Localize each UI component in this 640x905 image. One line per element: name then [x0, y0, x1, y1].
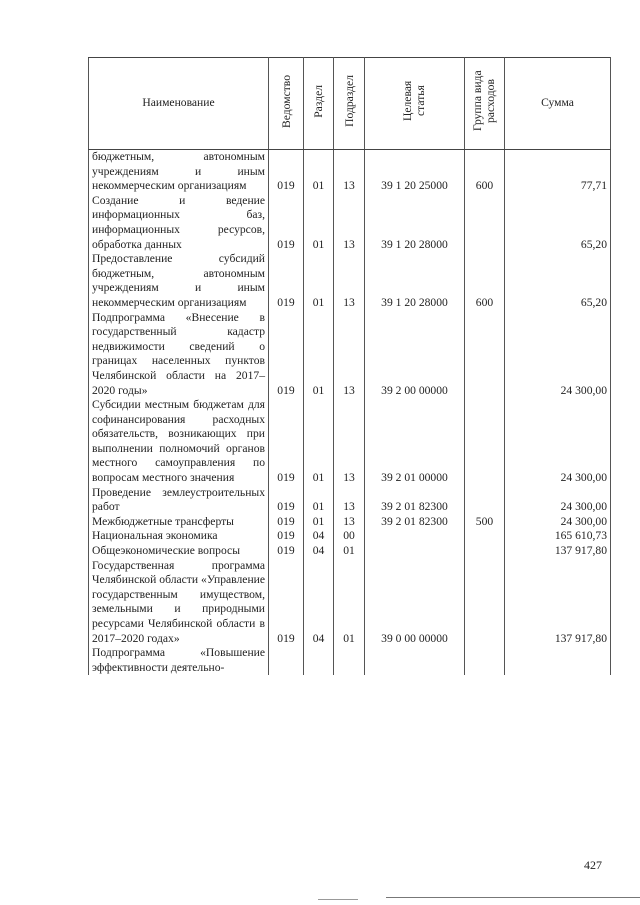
row-group: 500: [465, 515, 505, 530]
header-sum: Сумма: [505, 58, 611, 150]
row-ved: 019: [269, 486, 304, 515]
row-ved: 019: [269, 311, 304, 399]
table-row: [89, 515, 611, 530]
row-name: Государственная программа Челябинской области «Управление государственным имуществом, земельными и природными ресурсами Челябинской области в 2017–2020 годах»: [89, 559, 269, 647]
row-name: бюджетным, автономным учреждениям и иным некоммерческим организациям: [89, 150, 269, 194]
row-podrazdel: 13: [334, 515, 365, 530]
row-ved: 019: [269, 515, 304, 530]
row-podrazdel: 01: [334, 559, 365, 647]
row-podrazdel: 13: [334, 486, 365, 515]
row-ved: 019: [269, 544, 304, 559]
table-row: [89, 194, 611, 252]
table-row: [89, 529, 611, 544]
page-number: 427: [584, 858, 602, 872]
row-target: 39 1 20 25000: [365, 150, 465, 194]
row-sum: 24 300,00: [505, 311, 611, 399]
row-podrazdel: 01: [334, 544, 365, 559]
row-name: Межбюджетные трансферты: [89, 515, 269, 530]
row-ved: 019: [269, 398, 304, 486]
row-ved: 019: [269, 252, 304, 310]
row-razdel: 04: [304, 529, 334, 544]
row-target: 39 2 01 00000: [365, 398, 465, 486]
table-row: [89, 311, 611, 399]
row-sum: 24 300,00: [505, 486, 611, 515]
row-group: [465, 311, 505, 399]
row-razdel: [304, 646, 334, 675]
row-podrazdel: 13: [334, 311, 365, 399]
row-razdel: 01: [304, 515, 334, 530]
row-target: 39 2 00 00000: [365, 311, 465, 399]
row-sum: 65,20: [505, 194, 611, 252]
row-podrazdel: 13: [334, 398, 365, 486]
row-name: Субсидии местным бюджетам для софинансирования расходных обязательств, возникающих при выполнении полномочий органов местного самоуправления по вопросам местного значения: [89, 398, 269, 486]
row-ved: [269, 646, 304, 675]
row-sum: 24 300,00: [505, 398, 611, 486]
row-name: Национальная экономика: [89, 529, 269, 544]
row-target: 39 0 00 00000: [365, 559, 465, 647]
row-target: 39 1 20 28000: [365, 252, 465, 310]
row-sum: [505, 646, 611, 675]
row-podrazdel: 00: [334, 529, 365, 544]
row-group: [465, 646, 505, 675]
row-group: [465, 559, 505, 647]
table-row: [89, 486, 611, 515]
header-group: Группа вида расходов: [465, 58, 505, 150]
row-name: Создание и ведение информационных баз, информационных ресурсов, обработка данных: [89, 194, 269, 252]
row-target: 39 2 01 82300: [365, 486, 465, 515]
table-row: [89, 398, 611, 486]
row-razdel: 04: [304, 544, 334, 559]
row-target: [365, 529, 465, 544]
row-razdel: 01: [304, 252, 334, 310]
row-podrazdel: [334, 646, 365, 675]
footer-rule: [386, 897, 640, 898]
row-group: 600: [465, 252, 505, 310]
row-sum: 165 610,73: [505, 529, 611, 544]
header-vedomstvo: Ведомство: [269, 58, 304, 150]
row-group: [465, 194, 505, 252]
table-row: [89, 252, 611, 310]
row-ved: 019: [269, 529, 304, 544]
row-razdel: 04: [304, 559, 334, 647]
row-podrazdel: 13: [334, 252, 365, 310]
header-podrazdel: Подраздел: [334, 58, 365, 150]
header-razdel: Раздел: [304, 58, 334, 150]
row-target: 39 1 20 28000: [365, 194, 465, 252]
row-group: [465, 486, 505, 515]
row-razdel: 01: [304, 486, 334, 515]
row-target: 39 2 01 82300: [365, 515, 465, 530]
row-name: Подпрограмма «Повышение эффективности деятельно-: [89, 646, 269, 675]
row-sum: 77,71: [505, 150, 611, 194]
row-razdel: 01: [304, 311, 334, 399]
row-podrazdel: 13: [334, 150, 365, 194]
budget-table: [88, 57, 611, 675]
row-razdel: 01: [304, 398, 334, 486]
row-razdel: 01: [304, 150, 334, 194]
row-name: Предоставление субсидий бюджетным, автономным учреждениям и иным некоммерческим организациям: [89, 252, 269, 310]
table-row: [89, 150, 611, 194]
row-name: Подпрограмма «Внесение в государственный кадастр недвижимости сведений о границах населенных пунктов Челябинской области на 2017–2020 годы»: [89, 311, 269, 399]
row-sum: 137 917,80: [505, 544, 611, 559]
row-name: Общеэкономические вопросы: [89, 544, 269, 559]
row-sum: 137 917,80: [505, 559, 611, 647]
row-ved: 019: [269, 150, 304, 194]
header-target: Целевая статья: [365, 58, 465, 150]
row-target: [365, 646, 465, 675]
row-ved: 019: [269, 559, 304, 647]
row-sum: 24 300,00: [505, 515, 611, 530]
table-header-row: [89, 58, 611, 150]
footer-mark: [318, 899, 358, 900]
table-row: [89, 544, 611, 559]
table-row: [89, 646, 611, 675]
row-ved: 019: [269, 194, 304, 252]
row-podrazdel: 13: [334, 194, 365, 252]
row-group: [465, 544, 505, 559]
row-name: Проведение землеустроительных работ: [89, 486, 269, 515]
row-razdel: 01: [304, 194, 334, 252]
row-target: [365, 544, 465, 559]
row-sum: 65,20: [505, 252, 611, 310]
row-group: 600: [465, 150, 505, 194]
row-group: [465, 529, 505, 544]
row-group: [465, 398, 505, 486]
header-name: Наименование: [89, 58, 269, 150]
table-row: [89, 559, 611, 647]
